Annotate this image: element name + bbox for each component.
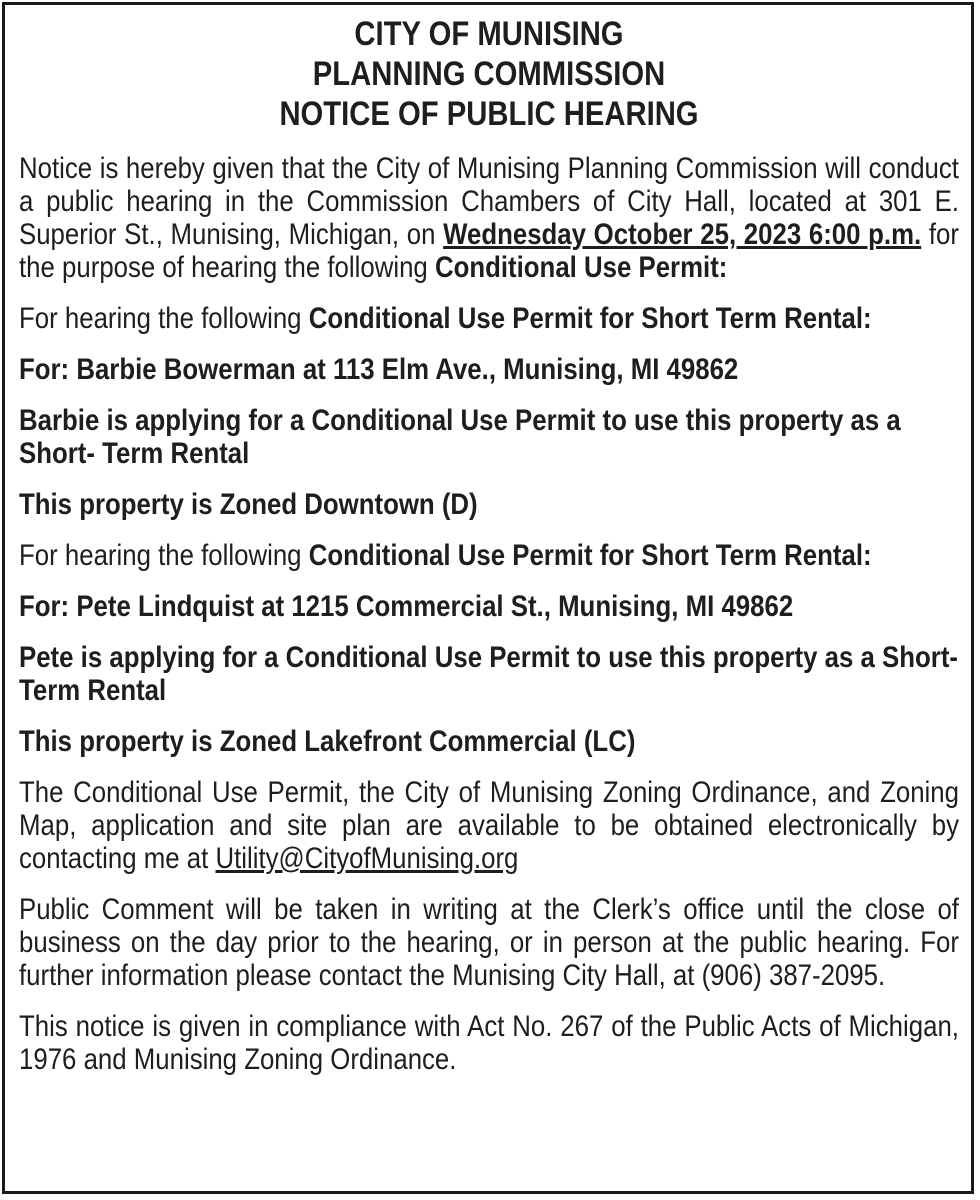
item2-for-line: For: Pete Lindquist at 1215 Commercial St., Munising, MI 49862 (19, 590, 794, 623)
intro-paragraph (19, 152, 959, 284)
intro-permit: Conditional Use Permit: (434, 251, 728, 284)
item2-lead-text: For hearing the following (19, 539, 309, 572)
compliance-paragraph: This notice is given in compliance with Act No. 267 of the Public Acts of Michigan, 1976 and Munising Zoning Ordinance. (19, 1010, 959, 1076)
item1-lead (19, 302, 959, 335)
item2-lead (19, 539, 959, 572)
availability-paragraph (19, 776, 959, 875)
item1-for-line: For: Barbie Bowerman at 113 Elm Ave., Munising, MI 49862 (19, 353, 739, 386)
item2-zone: This property is Zoned Lakefront Commercial (LC) (19, 725, 636, 758)
header-line-2: PLANNING COMMISSION (312, 55, 666, 93)
item1-lead-bold: Conditional Use Permit for Short Term Rental: (308, 302, 872, 335)
intro-text-b: for the purpose of hearing the following (19, 218, 959, 284)
notice-content (19, 14, 959, 1076)
header-line-3: NOTICE OF PUBLIC HEARING (279, 95, 699, 133)
item2-applying: Pete is applying for a Conditional Use Permit to use this property as a Short-Term Rental (19, 641, 959, 707)
item1-zone: This property is Zoned Downtown (D) (19, 488, 478, 521)
item1-lead-text: For hearing the following (19, 302, 309, 335)
hearing-date: Wednesday October 25, 2023 6:00 p.m. (443, 218, 922, 251)
availability-text: The Conditional Use Permit, the City of Munising Zoning Ordinance, and Zoning Map, application and site plan are available to be obtained electronically by contacting me at (19, 776, 959, 875)
intro-text-a: Notice is hereby given that the City of Munising Planning Commission will conduct a public hearing in the Commission Chambers of City Hall, located at 301 E. Superior St., Munising, Michigan, on (19, 152, 959, 251)
contact-email-link[interactable]: Utility@CityofMunising.org (215, 842, 519, 875)
item1-applying: Barbie is applying for a Conditional Use Permit to use this property as a Short- Term Rental (19, 404, 901, 470)
header-line-1: CITY OF MUNISING (354, 15, 624, 53)
item2-lead-bold: Conditional Use Permit for Short Term Rental: (308, 539, 872, 572)
comment-paragraph: Public Comment will be taken in writing at the Clerk’s office until the close of business on the day prior to the hearing, or in person at the public hearing. For further information please contact the Munising City Hall, at (906) 387-2095. (19, 893, 959, 992)
